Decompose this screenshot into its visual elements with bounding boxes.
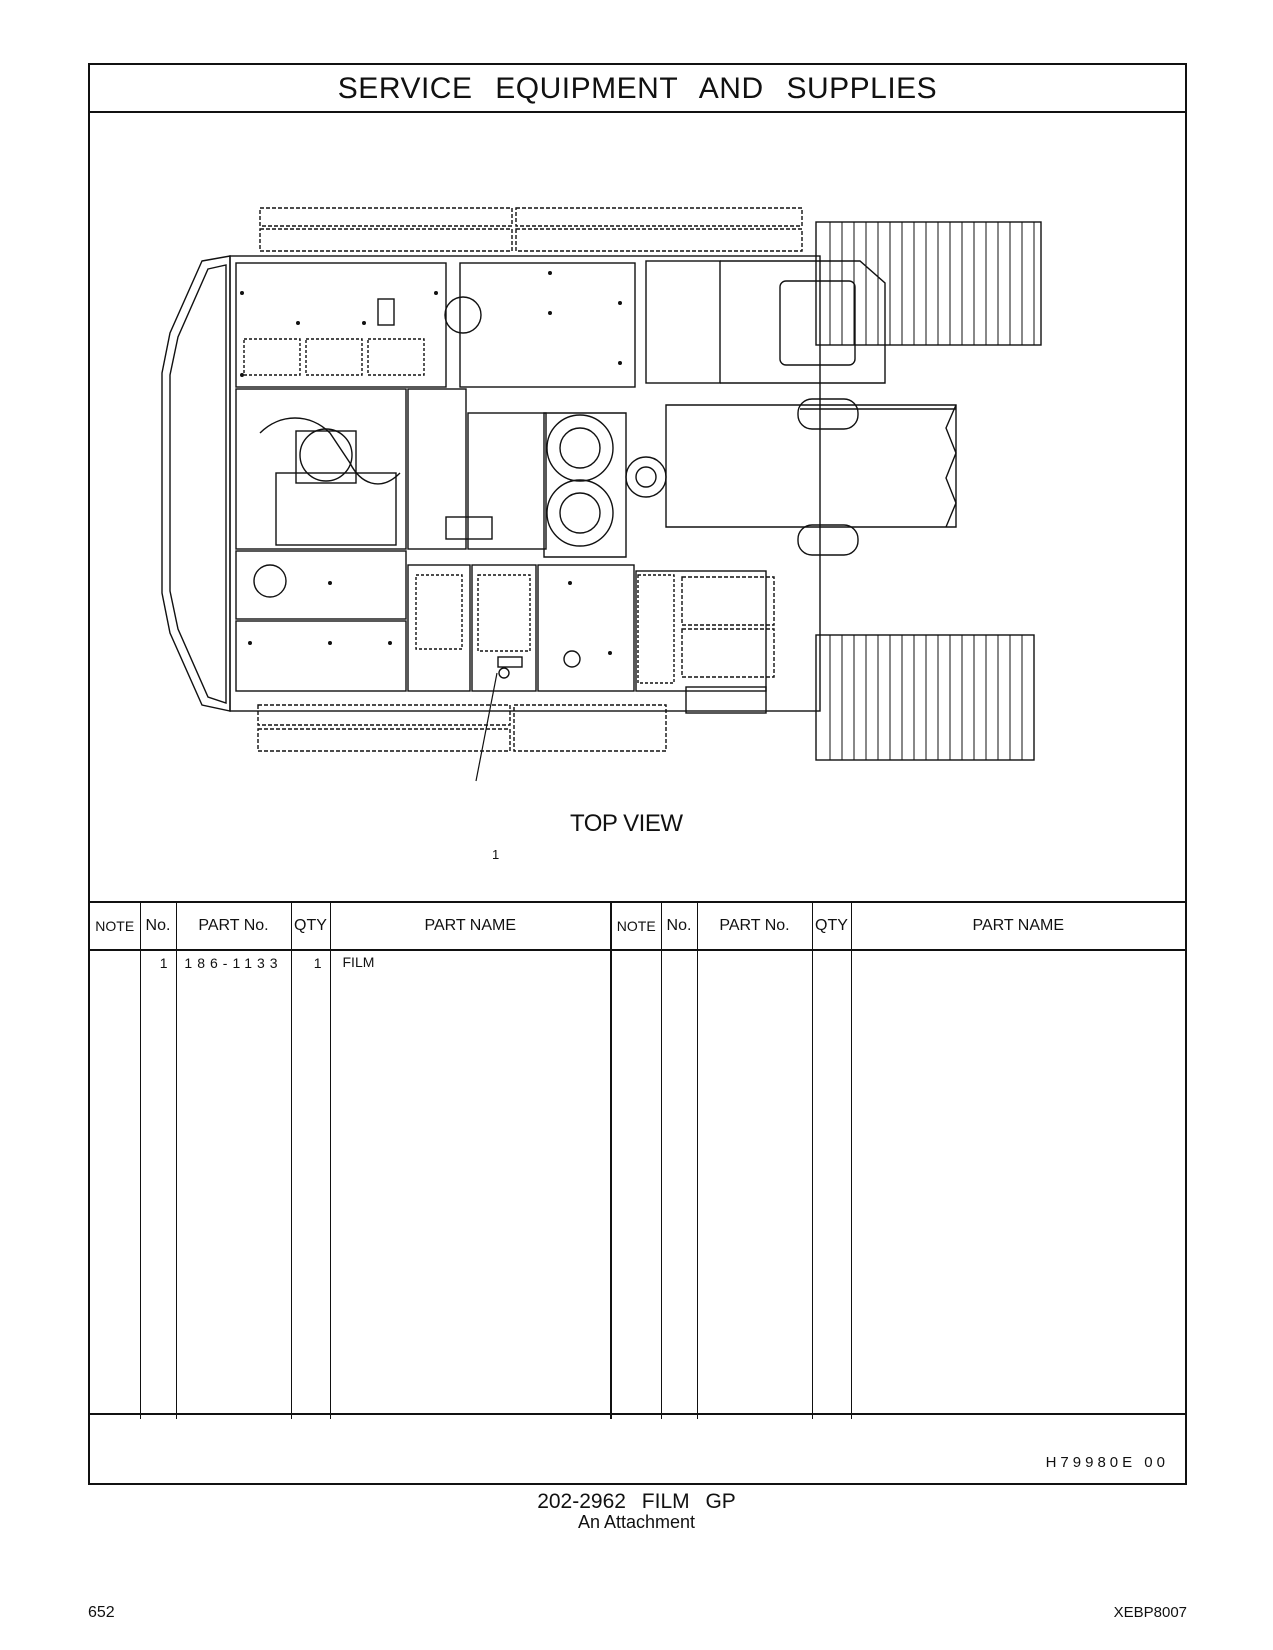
header-note-2: NOTE xyxy=(611,902,661,950)
parts-illustration xyxy=(90,113,1185,901)
group-subtitle: An Attachment xyxy=(577,1512,696,1532)
cell-no-2 xyxy=(661,950,697,1419)
header-no-2: No. xyxy=(661,902,697,950)
view-label: TOP VIEW xyxy=(570,810,683,837)
header-part-no: PART No. xyxy=(176,902,291,950)
callout-number: 1 xyxy=(492,847,500,862)
header-no: No. xyxy=(140,902,176,950)
page-number: 652 xyxy=(88,1604,115,1621)
cell-qty-2 xyxy=(812,950,851,1419)
document-number: XEBP8007 xyxy=(1113,1604,1187,1621)
page-title: SERVICE EQUIPMENT AND SUPPLIES xyxy=(90,65,1185,113)
illustration-code: H79980E 00 xyxy=(1045,1454,1169,1471)
cell-part-name: FILM xyxy=(330,950,611,1419)
header-qty: QTY xyxy=(291,902,330,950)
cell-qty: 1 xyxy=(291,950,330,1419)
group-title: 202-2962 FILM GP xyxy=(537,1490,736,1513)
parts-table xyxy=(90,901,1185,1419)
cell-part-no-2 xyxy=(697,950,812,1419)
header-part-no-2: PART No. xyxy=(697,902,812,950)
table-header-row xyxy=(90,902,1185,950)
header-note: NOTE xyxy=(90,902,140,950)
header-part-name-2: PART NAME xyxy=(851,902,1185,950)
excavator-top-view-drawing xyxy=(90,113,1185,901)
cell-no: 1 xyxy=(140,950,176,1419)
cell-note-2 xyxy=(611,950,661,1419)
header-part-name: PART NAME xyxy=(330,902,611,950)
table-footer xyxy=(90,1413,1185,1485)
cell-part-no: 186-1133 xyxy=(176,950,291,1419)
cell-note xyxy=(90,950,140,1419)
page-frame xyxy=(88,63,1187,1485)
table-row xyxy=(90,950,1185,1419)
cell-part-name-2 xyxy=(851,950,1185,1419)
header-qty-2: QTY xyxy=(812,902,851,950)
